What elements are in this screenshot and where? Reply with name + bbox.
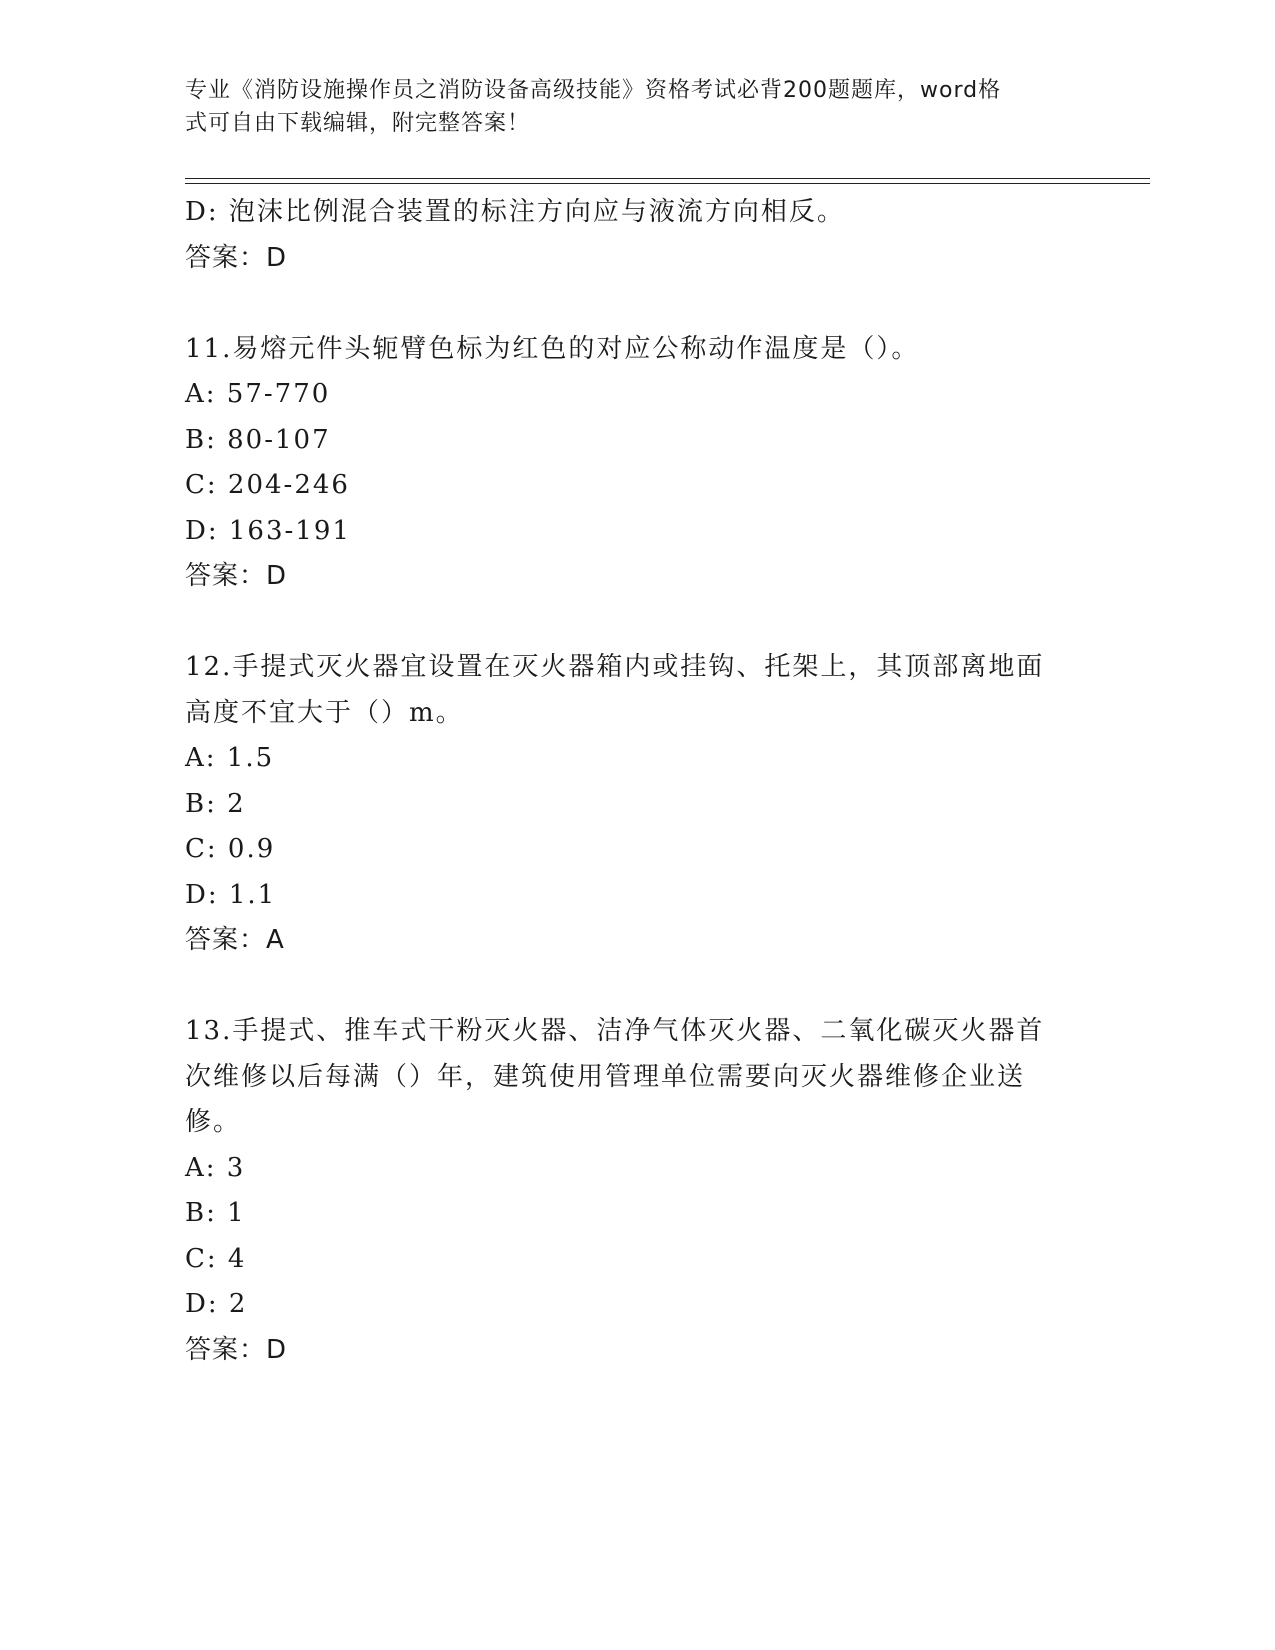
answer-line: 答案：D	[185, 242, 288, 273]
question-block-10-tail	[185, 190, 1065, 281]
question-list	[185, 190, 1065, 1373]
option-a: A: 57-770	[185, 379, 331, 409]
option-d: D: 163-191	[185, 515, 351, 546]
question-text: 11.易熔元件头轭臂色标为红色的对应公称动作温度是（）。	[185, 333, 920, 364]
option-b: B: 2	[185, 788, 246, 819]
document-header	[185, 74, 1065, 140]
answer-line: 答案：D	[185, 1334, 288, 1365]
option-d: D: 1.1	[185, 879, 277, 910]
question-block-13	[185, 1009, 1065, 1373]
header-line-2: 式可自由下载编辑，附完整答案！	[185, 111, 531, 136]
question-text: 13.手提式、推车式干粉灭火器、洁净气体灭火器、二氧化碳灭火器首次维修以后每满（）年，建筑使用管理单位需要向灭火器维修企业送修。	[185, 1016, 1045, 1137]
option-d: D: 2	[185, 1289, 248, 1319]
option-c: C: 0.9	[185, 834, 276, 864]
question-text: 12.手提式灭火器宜设置在灭火器箱内或挂钩、托架上，其顶部离地面高度不宜大于（）m。	[185, 652, 1045, 728]
answer-line: 答案：D	[185, 561, 288, 591]
option-c: C: 204-246	[185, 470, 350, 500]
option-a: A: 1.5	[185, 743, 275, 773]
question-block-11	[185, 327, 1065, 600]
spacer	[185, 600, 1065, 646]
spacer	[185, 281, 1065, 327]
option-b: B: 1	[185, 1198, 246, 1228]
question-block-12	[185, 645, 1065, 964]
header-divider-top	[185, 178, 1150, 179]
header-divider-bottom	[185, 183, 1150, 184]
option-a: A: 3	[185, 1152, 246, 1183]
option-c: C: 4	[185, 1243, 247, 1274]
answer-line: 答案：A	[185, 925, 285, 955]
header-line-1: 专业《消防设施操作员之消防设备高级技能》资格考试必背200题题库，word格	[185, 78, 1002, 103]
option-b: B: 80-107	[185, 424, 331, 455]
option-d: D: 泡沫比例混合装置的标注方向应与液流方向相反。	[185, 197, 845, 227]
spacer	[185, 964, 1065, 1010]
